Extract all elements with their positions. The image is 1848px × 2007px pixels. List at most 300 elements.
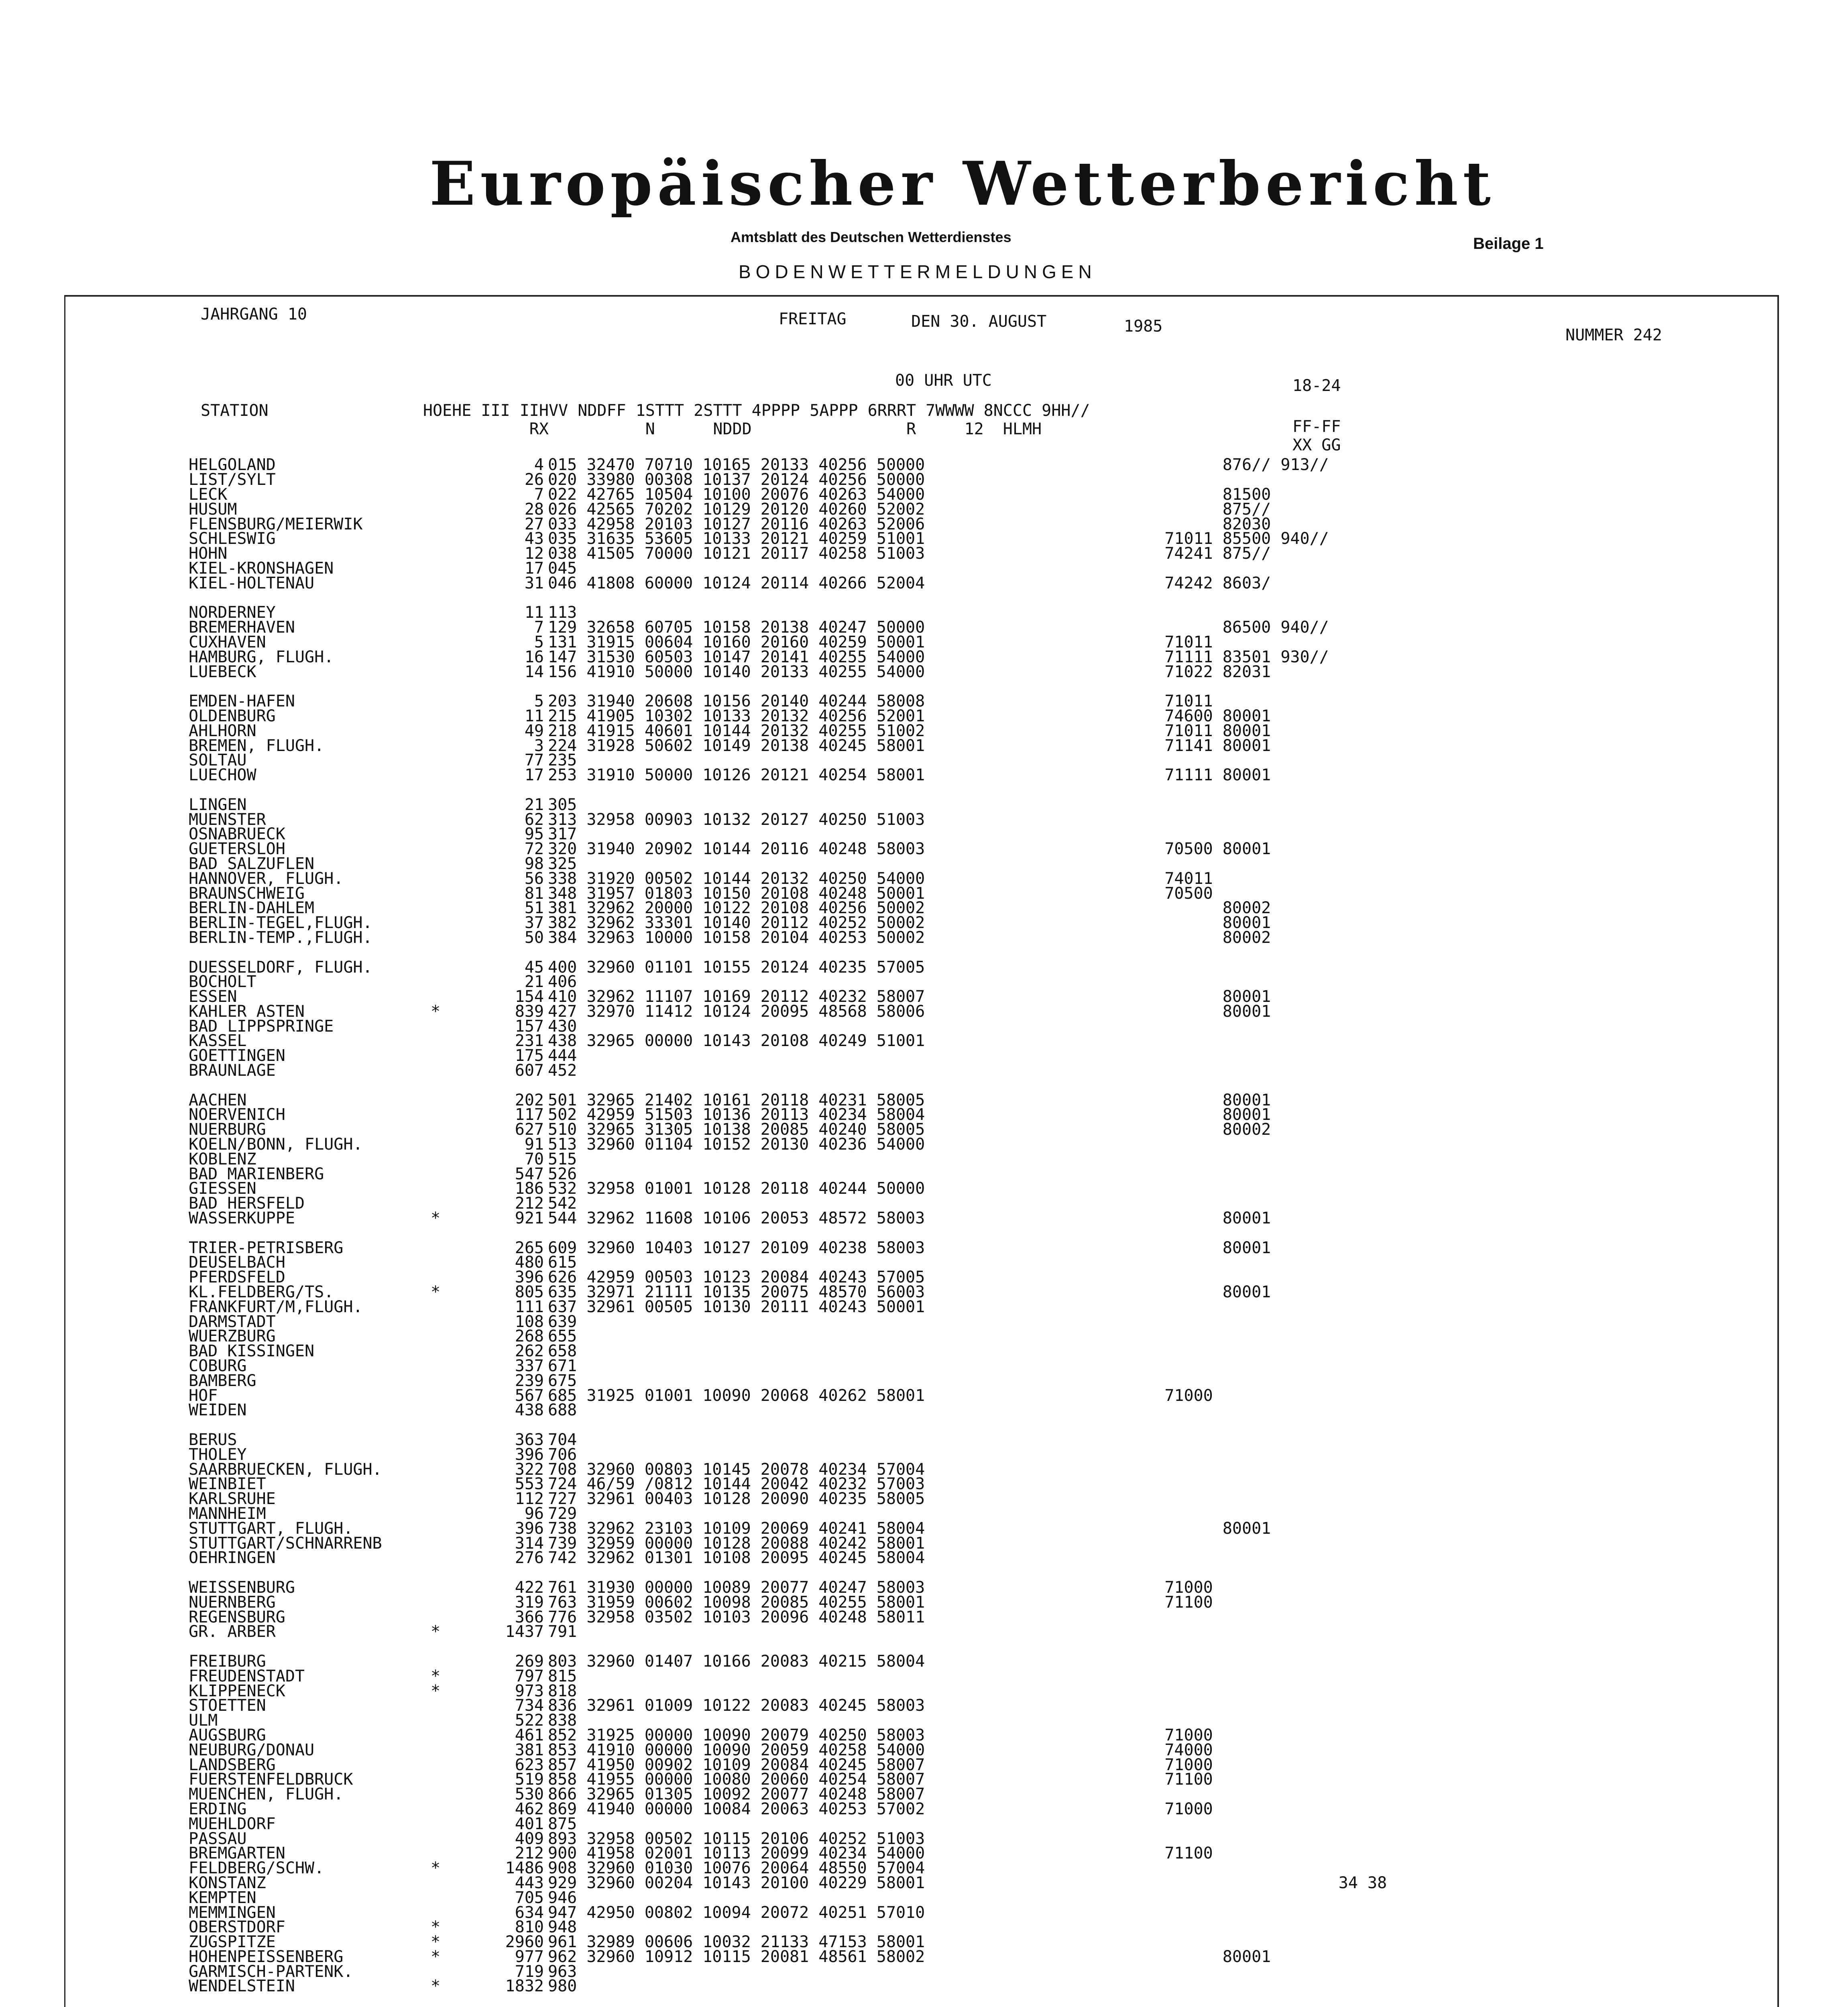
mountain-marker: * [430, 1918, 441, 1937]
report-title: Europäischer Wetterbericht [429, 149, 1496, 219]
extra-groups: 80002 [1126, 899, 1271, 918]
column-header-right2: XX GG [1292, 436, 1341, 454]
extra-groups: 71000 [1126, 1799, 1213, 1818]
station-name: BERUS [189, 1431, 237, 1449]
station-name: STUTTGART/SCHNARRENB [189, 1534, 382, 1553]
date-label: DEN 30. AUGUST [911, 312, 1047, 331]
station-row [189, 768, 1387, 783]
station-height: 381 [515, 1740, 544, 1759]
station-name: BRAUNLAGE [189, 1061, 276, 1080]
extra-groups: 71011 [1126, 633, 1213, 651]
station-name: THOLEY [189, 1445, 247, 1464]
jahrgang-label: JAHRGANG 10 [201, 305, 307, 324]
extra-groups: 71141 80001 [1126, 736, 1271, 755]
station-name: KOBLENZ [189, 1150, 256, 1168]
observation-groups: 637 32961 00505 10130 20111 40243 50001 [548, 1297, 925, 1316]
observation-groups: 515 [548, 1150, 577, 1168]
observation-groups: 852 31925 00000 10090 20079 40250 58003 [548, 1726, 925, 1744]
weekday-label: FREITAG [779, 310, 847, 328]
observation-groups: 836 32961 01009 10122 20083 40245 58003 [548, 1696, 925, 1715]
observation-groups: 946 [548, 1888, 577, 1907]
extra-groups: 74600 80001 [1126, 706, 1271, 725]
observation-groups: 026 42565 70202 10129 20120 40260 52002 [548, 500, 925, 519]
station-row [189, 1551, 1387, 1565]
station-height: 50 [524, 928, 544, 947]
station-height: 627 [515, 1120, 544, 1139]
observation-groups: 893 32958 00502 10115 20106 40252 51003 [548, 1829, 925, 1848]
station-height: 422 [515, 1578, 544, 1597]
station-height: 314 [515, 1534, 544, 1553]
station-name: DUESSELDORF, FLUGH. [189, 958, 372, 977]
station-name: KAHLER ASTEN [189, 1002, 305, 1021]
station-height: 322 [515, 1460, 544, 1479]
observation-groups: 658 [548, 1342, 577, 1361]
station-name: MUEHLDORF [189, 1814, 276, 1833]
observation-groups: 131 31915 00604 10160 20160 40259 50001 [548, 633, 925, 651]
station-height: 45 [524, 958, 544, 977]
observation-groups: 739 32959 00000 10128 20088 40242 58001 [548, 1534, 925, 1553]
observation-groups: 317 [548, 825, 577, 844]
station-name: STUTTGART, FLUGH. [189, 1519, 353, 1538]
station-name: MANNHEIM [189, 1504, 266, 1523]
observation-groups: 857 41950 00902 10109 20084 40245 58007 [548, 1755, 925, 1774]
station-height: 921 [515, 1209, 544, 1228]
station-height: 522 [515, 1711, 544, 1730]
station-row [189, 1063, 1387, 1078]
station-name: WASSERKUPPE [189, 1209, 295, 1228]
extra-groups: 34 38 [1126, 1873, 1387, 1892]
station-height: 480 [515, 1253, 544, 1272]
station-table [189, 458, 1387, 1994]
extra-groups: 71011 [1126, 692, 1213, 711]
observation-groups: 742 32962 01301 10108 20095 40245 58004 [548, 1549, 925, 1567]
station-height: 112 [515, 1490, 544, 1508]
station-name: GOETTINGEN [189, 1046, 285, 1065]
extra-groups: 81500 [1126, 485, 1271, 504]
station-height: 337 [515, 1357, 544, 1376]
station-name: NORDERNEY [189, 603, 276, 622]
extra-groups: 71111 83501 930// [1126, 647, 1329, 666]
station-height: 363 [515, 1431, 544, 1449]
station-name: KASSEL [189, 1032, 247, 1050]
observation-groups: 609 32960 10403 10127 20109 40238 58003 [548, 1238, 925, 1257]
report-subtitle: Amtsblatt des Deutschen Wetterdienstes [731, 229, 1012, 245]
station-height: 62 [524, 810, 544, 829]
station-height: 31 [524, 574, 544, 592]
observation-groups: 513 32960 01104 10152 20130 40236 54000 [548, 1135, 925, 1154]
station-name: KEMPTEN [189, 1888, 256, 1907]
extra-groups: 71100 [1126, 1844, 1213, 1863]
station-name: GUETERSLOH [189, 840, 285, 859]
extra-groups: 80001 [1126, 987, 1271, 1006]
mountain-marker: * [430, 1933, 441, 1952]
station-height: 366 [515, 1608, 544, 1626]
extra-groups: 80002 [1126, 928, 1271, 947]
observation-groups: 948 [548, 1918, 577, 1937]
observation-groups: 224 31928 50602 10149 20138 40245 58001 [548, 736, 925, 755]
mountain-marker: * [430, 1859, 441, 1878]
station-name: NUERNBERG [189, 1593, 276, 1612]
station-name: LIST/SYLT [189, 470, 276, 489]
station-height: 239 [515, 1371, 544, 1390]
station-height: 7 [534, 618, 544, 637]
station-height: 186 [515, 1179, 544, 1198]
section-title: BODENWETTERMELDUNGEN [739, 261, 1097, 282]
extra-groups: 71000 [1126, 1386, 1213, 1405]
station-height: 547 [515, 1164, 544, 1183]
station-name: LUEBECK [189, 662, 256, 681]
observation-groups: 045 [548, 559, 577, 578]
station-row [189, 576, 1387, 590]
station-name: REGENSBURG [189, 1608, 285, 1626]
station-name: KLIPPENECK [189, 1681, 285, 1700]
station-height: 5 [534, 633, 544, 651]
station-name: GIESSEN [189, 1179, 256, 1198]
station-name: AUGSBURG [189, 1726, 266, 1744]
station-name: FUERSTENFELDBRUCK [189, 1770, 353, 1789]
observation-groups: 776 32958 03502 10103 20096 40248 58011 [548, 1608, 925, 1626]
extra-groups: 82030 [1126, 515, 1271, 533]
station-name: BAD HERSFELD [189, 1194, 305, 1213]
observation-groups: 671 [548, 1357, 577, 1376]
observation-groups: 963 [548, 1962, 577, 1981]
extra-groups: 80001 [1126, 1947, 1271, 1966]
station-row [189, 1211, 1387, 1226]
station-height: 21 [524, 795, 544, 814]
station-name: HOHENPEISSENBERG [189, 1947, 344, 1966]
observation-groups: 305 [548, 795, 577, 814]
observation-groups: 338 31920 00502 10144 20132 40250 54000 [548, 869, 925, 888]
extra-groups: 80001 [1126, 1519, 1271, 1538]
station-height: 319 [515, 1593, 544, 1612]
station-name: BREMGARTEN [189, 1844, 285, 1863]
station-name: EMDEN-HAFEN [189, 692, 295, 711]
station-name: KOELN/BONN, FLUGH. [189, 1135, 363, 1154]
observation-groups: 635 32971 21111 10135 20075 48570 56003 [548, 1283, 925, 1302]
station-name: CUXHAVEN [189, 633, 266, 651]
station-name: FREIBURG [189, 1652, 266, 1671]
station-height: 43 [524, 529, 544, 548]
mountain-marker: * [430, 1002, 441, 1021]
station-name: OLDENBURG [189, 706, 276, 725]
extra-groups: 71011 85500 940// [1126, 529, 1329, 548]
observation-groups: 348 31957 01803 10150 20108 40248 50001 [548, 884, 925, 903]
station-height: 1832 [505, 1977, 544, 1996]
extra-groups: 80001 [1126, 914, 1271, 932]
station-height: 396 [515, 1519, 544, 1538]
station-name: MUENCHEN, FLUGH. [189, 1785, 344, 1804]
observation-groups: 046 41808 60000 10124 20114 40266 52004 [548, 574, 925, 592]
observation-groups: 761 31930 00000 10089 20077 40247 58003 [548, 1578, 925, 1597]
station-row [189, 1403, 1387, 1418]
station-height: 461 [515, 1726, 544, 1744]
station-name: MEMMINGEN [189, 1903, 276, 1922]
range-label: 18-24 [1292, 377, 1341, 395]
extra-groups: 80002 [1126, 1120, 1271, 1139]
observation-groups: 147 31530 60503 10147 20141 40255 54000 [548, 647, 925, 666]
station-height: 202 [515, 1091, 544, 1109]
extra-groups: 74000 [1126, 1740, 1213, 1759]
station-name: BERLIN-TEMP.,FLUGH. [189, 928, 372, 947]
station-height: 77 [524, 751, 544, 770]
observation-groups: 022 42765 10504 10100 20076 40263 54000 [548, 485, 925, 504]
observation-groups: 803 32960 01407 10166 20083 40215 58004 [548, 1652, 925, 1671]
station-row [189, 664, 1387, 679]
time-label: 00 UHR UTC [895, 371, 992, 390]
station-name: AACHEN [189, 1091, 247, 1109]
station-height: 111 [515, 1297, 544, 1316]
extra-groups: 74241 875// [1126, 544, 1271, 563]
station-height: 438 [515, 1401, 544, 1420]
station-name: ERDING [189, 1799, 247, 1818]
station-name: KARLSRUHE [189, 1490, 276, 1508]
observation-groups: 980 [548, 1977, 577, 1996]
station-height: 91 [524, 1135, 544, 1154]
observation-groups: 526 [548, 1164, 577, 1183]
station-height: 276 [515, 1549, 544, 1567]
station-name: KL.FELDBERG/TS. [189, 1283, 334, 1302]
observation-groups: 685 31925 01001 10090 20068 40262 58001 [548, 1386, 925, 1405]
observation-groups: 410 32962 11107 10169 20112 40232 58007 [548, 987, 925, 1006]
observation-groups: 400 32960 01101 10155 20124 40235 57005 [548, 958, 925, 977]
station-height: 396 [515, 1268, 544, 1287]
observation-groups: 035 31635 53605 10133 20121 40259 51001 [548, 529, 925, 548]
station-name: BERLIN-DAHLEM [189, 899, 315, 918]
extra-groups: 80001 [1126, 1105, 1271, 1124]
observation-groups: 020 33980 00308 10137 20124 40256 50000 [548, 470, 925, 489]
station-height: 11 [524, 603, 544, 622]
station-name: NOERVENICH [189, 1105, 285, 1124]
column-header-line2: RX N NDDD R 12 HLMH [201, 420, 1042, 438]
observation-groups: 853 41910 00000 10090 20059 40258 54000 [548, 1740, 925, 1759]
station-name: FLENSBURG/MEIERWIK [189, 515, 363, 533]
station-name: SOLTAU [189, 751, 247, 770]
station-height: 14 [524, 662, 544, 681]
station-name: BAD SALZUFLEN [189, 854, 315, 873]
observation-groups: 791 [548, 1622, 577, 1641]
station-height: 623 [515, 1755, 544, 1774]
station-height: 81 [524, 884, 544, 903]
station-height: 49 [524, 721, 544, 740]
extra-groups: 71111 80001 [1126, 766, 1271, 785]
station-name: FREUDENSTADT [189, 1667, 305, 1685]
station-height: 705 [515, 1888, 544, 1907]
observation-groups: 727 32961 00403 10128 20090 40235 58005 [548, 1490, 925, 1508]
observation-groups: 708 32960 00803 10145 20078 40234 57004 [548, 1460, 925, 1479]
station-height: 443 [515, 1873, 544, 1892]
mountain-marker: * [430, 1947, 441, 1966]
station-name: HUSUM [189, 500, 237, 519]
observation-groups: 929 32960 00204 10143 20100 40229 58001 [548, 1873, 925, 1892]
station-height: 51 [524, 899, 544, 918]
station-name: BREMERHAVEN [189, 618, 295, 637]
observation-groups: 875 [548, 1814, 577, 1833]
observation-groups: 704 [548, 1431, 577, 1449]
station-name: WENDELSTEIN [189, 1977, 295, 1996]
column-header-line1: STATION HOEHE III IIHVV NDDFF 1STTT 2STTT 4PPPP 5APPP 6RRRT 7WWWW 8NCCC 9HH// [201, 401, 1090, 420]
station-height: 567 [515, 1386, 544, 1405]
station-name: WUERZBURG [189, 1327, 276, 1346]
station-name: NEUBURG/DONAU [189, 1740, 315, 1759]
station-name: LINGEN [189, 795, 247, 814]
extra-groups: 71100 [1126, 1593, 1213, 1612]
observation-groups: 532 32958 01001 10128 20118 40244 50000 [548, 1179, 925, 1198]
observation-groups: 675 [548, 1371, 577, 1390]
observation-groups: 038 41505 70000 10121 20117 40258 51003 [548, 544, 925, 563]
station-name: NUERBURG [189, 1120, 266, 1139]
station-height: 95 [524, 825, 544, 844]
station-height: 212 [515, 1194, 544, 1213]
station-name: BERLIN-TEGEL,FLUGH. [189, 914, 372, 932]
observation-groups: 544 32962 11608 10106 20053 48572 58003 [548, 1209, 925, 1228]
extra-groups: 71022 82031 [1126, 662, 1271, 681]
station-height: 4 [534, 456, 544, 474]
station-name: WEISSENBURG [189, 1578, 295, 1597]
observation-groups: 818 [548, 1681, 577, 1700]
column-header-right1: FF-FF [1292, 417, 1341, 436]
observation-groups: 113 [548, 603, 577, 622]
station-name: OEHRINGEN [189, 1549, 276, 1567]
observation-groups: 858 41955 00000 10080 20060 40254 58007 [548, 1770, 925, 1789]
station-name: GARMISCH-PARTENK. [189, 1962, 353, 1981]
station-name: ESSEN [189, 987, 237, 1006]
observation-groups: 406 [548, 973, 577, 991]
station-name: WEINBIET [189, 1475, 266, 1494]
station-height: 12 [524, 544, 544, 563]
station-height: 530 [515, 1785, 544, 1804]
observation-groups: 313 32958 00903 10132 20127 40250 51003 [548, 810, 925, 829]
station-height: 70 [524, 1150, 544, 1168]
observation-groups: 444 [548, 1046, 577, 1065]
station-height: 734 [515, 1696, 544, 1715]
station-height: 519 [515, 1770, 544, 1789]
station-height: 1486 [505, 1859, 544, 1878]
observation-groups: 639 [548, 1312, 577, 1331]
station-height: 265 [515, 1238, 544, 1257]
extra-groups: 80001 [1126, 1238, 1271, 1257]
observation-groups: 253 31910 50000 10126 20121 40254 58001 [548, 766, 925, 785]
station-height: 17 [524, 766, 544, 785]
extra-groups: 876// 913// [1126, 456, 1329, 474]
extra-groups: 80001 [1126, 1002, 1271, 1021]
observation-groups: 510 32965 31305 10138 20085 40240 58005 [548, 1120, 925, 1139]
station-name: HANNOVER, FLUGH. [189, 869, 344, 888]
station-name: WEIDEN [189, 1401, 247, 1420]
station-row [189, 1624, 1387, 1639]
mountain-marker: * [430, 1681, 441, 1700]
station-name: SAARBRUECKEN, FLUGH. [189, 1460, 382, 1479]
station-height: 21 [524, 973, 544, 991]
observation-groups: 438 32965 00000 10143 20108 40249 51001 [548, 1032, 925, 1050]
station-name: DARMSTADT [189, 1312, 276, 1331]
observation-groups: 430 [548, 1017, 577, 1036]
supplement-label: Beilage 1 [1473, 235, 1544, 252]
station-height: 973 [515, 1681, 544, 1700]
observation-groups: 203 31940 20608 10156 20140 40244 58008 [548, 692, 925, 711]
station-name: KIEL-KRONSHAGEN [189, 559, 334, 578]
station-height: 98 [524, 854, 544, 873]
station-height: 96 [524, 1504, 544, 1523]
observation-groups: 384 32963 10000 10158 20104 40253 50002 [548, 928, 925, 947]
station-height: 11 [524, 706, 544, 725]
observation-groups: 215 41905 10302 10133 20132 40256 52001 [548, 706, 925, 725]
observation-groups: 908 32960 01030 10076 20064 48550 57004 [548, 1859, 925, 1878]
station-name: LUECHOW [189, 766, 256, 785]
observation-groups: 729 [548, 1504, 577, 1523]
observation-groups: 156 41910 50000 10140 20133 40255 54000 [548, 662, 925, 681]
station-height: 401 [515, 1814, 544, 1833]
extra-groups: 71011 80001 [1126, 721, 1271, 740]
observation-groups: 501 32965 21402 10161 20118 40231 58005 [548, 1091, 925, 1109]
station-height: 157 [515, 1017, 544, 1036]
observation-groups: 381 32962 20000 10122 20108 40256 50002 [548, 899, 925, 918]
observation-groups: 962 32960 10912 10115 20081 48561 58002 [548, 1947, 925, 1966]
station-name: BOCHOLT [189, 973, 256, 991]
extra-groups: 70500 [1126, 884, 1213, 903]
station-height: 26 [524, 470, 544, 489]
station-height: 16 [524, 647, 544, 666]
observation-groups: 724 46/59 /0812 10144 20042 40232 57003 [548, 1475, 925, 1494]
station-name: HAMBURG, FLUGH. [189, 647, 334, 666]
station-name: KIEL-HOLTENAU [189, 574, 315, 592]
station-name: COBURG [189, 1357, 247, 1376]
observation-groups: 015 32470 70710 10165 20133 40256 50000 [548, 456, 925, 474]
station-height: 7 [534, 485, 544, 504]
station-name: MUENSTER [189, 810, 266, 829]
observation-groups: 382 32962 33301 10140 20112 40252 50002 [548, 914, 925, 932]
station-height: 37 [524, 914, 544, 932]
observation-groups: 325 [548, 854, 577, 873]
station-height: 396 [515, 1445, 544, 1464]
station-height: 262 [515, 1342, 544, 1361]
station-row [189, 930, 1387, 945]
station-name: GR. ARBER [189, 1622, 276, 1641]
station-height: 719 [515, 1962, 544, 1981]
observation-groups: 235 [548, 751, 577, 770]
station-height: 810 [515, 1918, 544, 1937]
observation-groups: 427 32970 11412 10124 20095 48568 58006 [548, 1002, 925, 1021]
mountain-marker: * [430, 1667, 441, 1685]
station-height: 231 [515, 1032, 544, 1050]
observation-groups: 688 [548, 1401, 577, 1420]
station-height: 797 [515, 1667, 544, 1685]
station-height: 553 [515, 1475, 544, 1494]
observation-groups: 655 [548, 1327, 577, 1346]
observation-groups: 815 [548, 1667, 577, 1685]
station-height: 17 [524, 559, 544, 578]
station-name: HOF [189, 1386, 218, 1405]
extra-groups: 71000 [1126, 1578, 1213, 1597]
station-height: 2960 [505, 1933, 544, 1952]
observation-groups: 706 [548, 1445, 577, 1464]
station-height: 268 [515, 1327, 544, 1346]
station-name: OSNABRUECK [189, 825, 285, 844]
extra-groups: 74242 8603/ [1126, 574, 1271, 592]
station-name: TRIER-PETRISBERG [189, 1238, 344, 1257]
station-name: HELGOLAND [189, 456, 276, 474]
station-name: SCHLESWIG [189, 529, 276, 548]
observation-groups: 738 32962 23103 10109 20069 40241 58004 [548, 1519, 925, 1538]
mountain-marker: * [430, 1209, 441, 1228]
station-name: BAD KISSINGEN [189, 1342, 315, 1361]
mountain-marker: * [430, 1622, 441, 1641]
station-name: BREMEN, FLUGH. [189, 736, 324, 755]
station-name: LANDSBERG [189, 1755, 276, 1774]
observation-groups: 900 41958 02001 10113 20099 40234 54000 [548, 1844, 925, 1863]
observation-groups: 626 42959 00503 10123 20084 40243 57005 [548, 1268, 925, 1287]
observation-groups: 320 31940 20902 10144 20116 40248 58003 [548, 840, 925, 859]
station-name: HOHN [189, 544, 228, 563]
